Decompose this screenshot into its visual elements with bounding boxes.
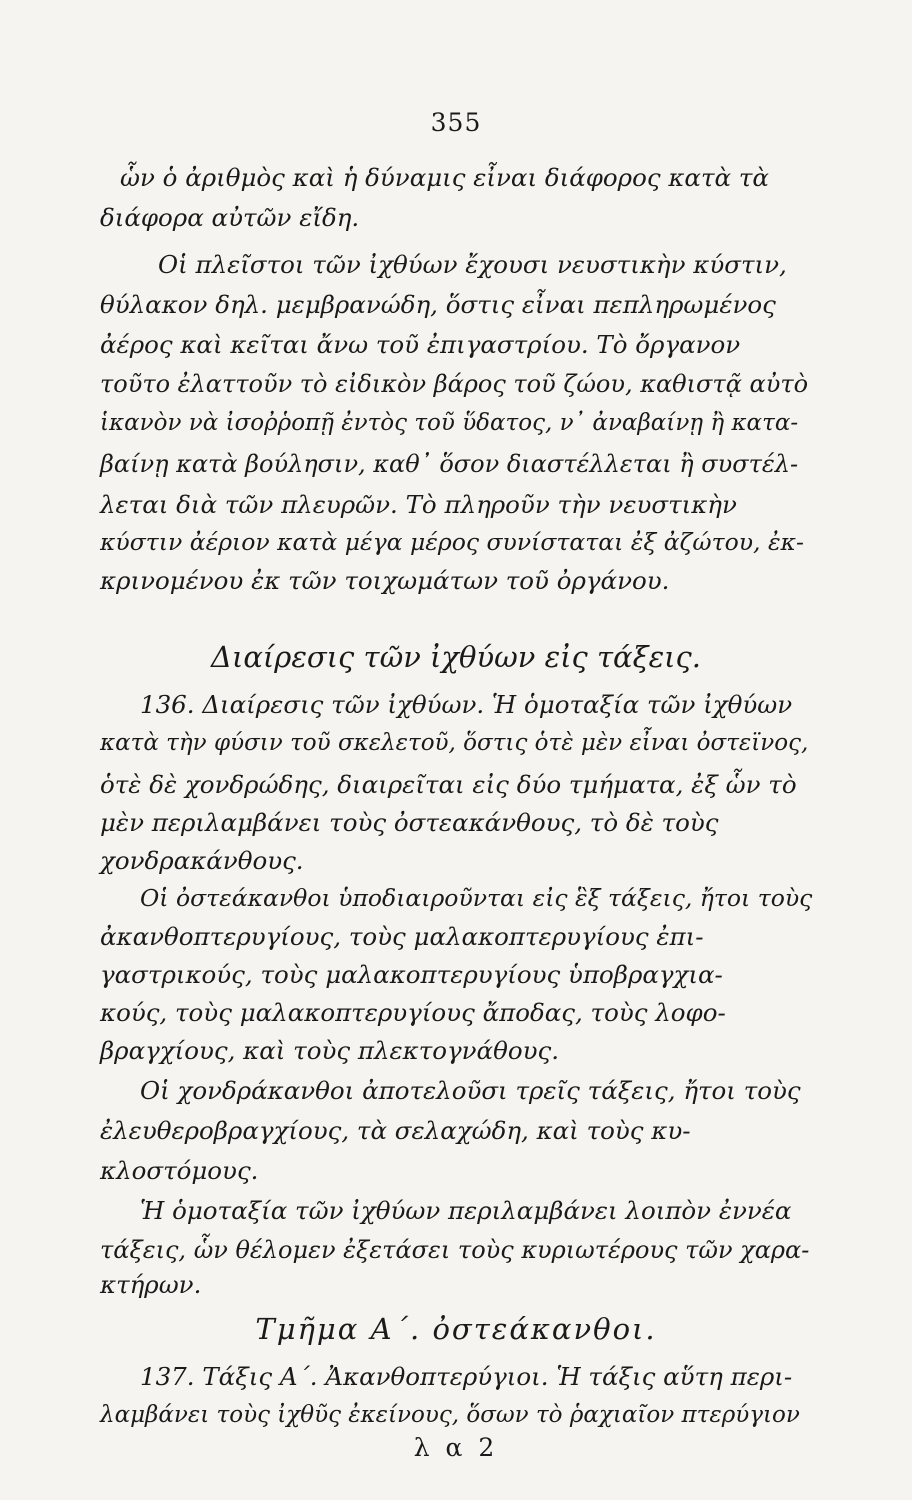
text-line: ἀέρος καὶ κεῖται ἄνω τοῦ ἐπιγαστρίου. Τὸ ὄργανον bbox=[100, 330, 741, 359]
text-line: 137. Τάξις Α΄. Ἀκανθοπτερύγιοι. Ἡ τάξις αὕτη περι- bbox=[140, 1362, 793, 1391]
text-line: κλοστόμους. bbox=[100, 1156, 259, 1185]
text-line: ἀκανθοπτερυγίους, τοὺς μαλακοπτερυγίους ἐπι- bbox=[100, 922, 704, 951]
text-line: Οἱ χονδράκανθοι ἀποτελοῦσι τρεῖς τάξεις, ἤτοι τοὺς bbox=[140, 1076, 801, 1105]
text-line: ὧν ὁ ἀριθμὸς καὶ ἡ δύναμις εἶναι διάφορος κατὰ τὰ bbox=[120, 163, 769, 192]
text-line: λαμβάνει τοὺς ἰχθῦς ἐκείνους, ὅσων τὸ ῥαχιαῖον πτερύγιον bbox=[100, 1402, 800, 1428]
text-line: ὁτὲ δὲ χονδρώδης, διαιρεῖται εἰς δύο τμήματα, ἐξ ὧν τὸ bbox=[100, 770, 797, 799]
text-line: κατὰ τὴν φύσιν τοῦ σκελετοῦ, ὅστις ὁτὲ μὲν εἶναι ὀστεϊνος, bbox=[100, 730, 809, 756]
text-line: μὲν περιλαμβάνει τοὺς ὀστεακάνθους, τὸ δὲ τοὺς bbox=[100, 808, 719, 837]
text-line: θύλακον δηλ. μεμβρανώδη, ὅστις εἶναι πεπληρωμένος bbox=[100, 290, 776, 319]
page-number: 355 bbox=[430, 108, 482, 137]
text-line: χονδρακάνθους. bbox=[100, 846, 304, 875]
subsection-heading: Τμῆμα Α΄. ὀστεάκανθοι. bbox=[255, 1312, 657, 1346]
text-line: κύστιν ἀέριον κατὰ μέγα μέρος συνίσταται ἐξ ἀζώτου, ἐκ- bbox=[100, 528, 804, 556]
text-line: ἐλευθεροβραγχίους, τὰ σελαχώδη, καὶ τοὺς κυ- bbox=[100, 1116, 691, 1145]
text-line: κτήρων. bbox=[100, 1270, 202, 1299]
text-line: τάξεις, ὧν θέλομεν ἐξετάσει τοὺς κυριωτέρους τῶν χαρα- bbox=[100, 1236, 810, 1264]
text-line: κρινομένου ἐκ τῶν τοιχωμάτων τοῦ ὀργάνου. bbox=[100, 566, 670, 595]
text-line: ἱκανὸν νὰ ἰσοῤῥοπῇ ἐντὸς τοῦ ὕδατος, ν᾿ ἀναβαίνῃ ἢ κατα- bbox=[100, 410, 799, 436]
text-line: Ἡ ὁμοταξία τῶν ἰχθύων περιλαμβάνει λοιπὸν ἐννέα bbox=[140, 1196, 792, 1225]
text-line: τοῦτο ἐλαττοῦν τὸ εἰδικὸν βάρος τοῦ ζώου, καθιστᾷ αὐτὸ bbox=[100, 370, 809, 398]
section-heading: Διαίρεσις τῶν ἰχθύων εἰς τάξεις. bbox=[211, 640, 701, 674]
text-line: 136. Διαίρεσις τῶν ἰχθύων. Ἡ ὁμοταξία τῶν ἰχθύων bbox=[140, 690, 793, 719]
text-line: Οἱ ὀστεάκανθοι ὑποδιαιροῦνται εἰς ἓξ τάξεις, ἤτοι τοὺς bbox=[140, 884, 813, 912]
text-line: γαστρικούς, τοὺς μαλακοπτερυγίους ὑποβραγχια- bbox=[100, 960, 723, 989]
text-line: βαίνῃ κατὰ βούλησιν, καθ᾿ ὅσον διαστέλλεται ἢ συστέλ- bbox=[100, 450, 799, 478]
text-line: κούς, τοὺς μαλακοπτερυγίους ἄποδας, τοὺς λοφο- bbox=[100, 998, 726, 1027]
text-line: λεται διὰ τῶν πλευρῶν. Τὸ πληροῦν τὴν νευστικὴν bbox=[100, 490, 737, 519]
signature-mark: λ α 2 bbox=[413, 1433, 499, 1462]
text-line: Οἱ πλεῖστοι τῶν ἰχθύων ἔχουσι νευστικὴν κύστιν, bbox=[158, 250, 787, 279]
text-line: διάφορα αὐτῶν εἴδη. bbox=[100, 203, 360, 232]
text-line: βραγχίους, καὶ τοὺς πλεκτογνάθους. bbox=[100, 1036, 559, 1065]
